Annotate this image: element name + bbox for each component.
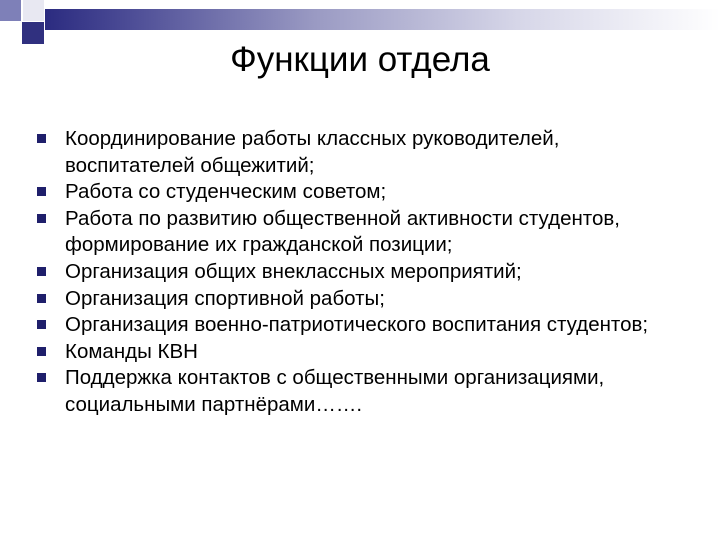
gradient-bar bbox=[45, 9, 720, 30]
square-bullet-icon bbox=[37, 373, 46, 382]
list-item-text: Организация спортивной работы; bbox=[65, 286, 385, 310]
list-item bbox=[37, 339, 677, 366]
square-bullet-icon bbox=[37, 267, 46, 276]
decor-square bbox=[0, 0, 21, 21]
list-item-text: Команды КВН bbox=[65, 339, 198, 363]
list-item bbox=[37, 126, 677, 179]
list-item-text: Работа со студенческим советом; bbox=[65, 180, 387, 204]
list-item-text: Поддержка контактов с общественными организациями, социальными партнёрами……. bbox=[65, 366, 605, 416]
bullet-list bbox=[37, 126, 677, 419]
square-bullet-icon bbox=[37, 294, 46, 303]
square-bullet-icon bbox=[37, 134, 46, 143]
square-bullet-icon bbox=[37, 187, 46, 196]
list-item-text: Координирование работы классных руководителей, воспитателей общежитий; bbox=[65, 127, 560, 177]
square-bullet-icon bbox=[37, 347, 46, 356]
list-item-text: Работа по развитию общественной активности студентов, формирование их гражданской позиции; bbox=[65, 206, 620, 257]
slide-title: Функции отдела bbox=[230, 40, 490, 79]
list-item bbox=[37, 365, 677, 418]
square-bullet-icon bbox=[37, 320, 46, 329]
list-item bbox=[37, 259, 677, 286]
list-item bbox=[37, 312, 677, 339]
square-bullet-icon bbox=[37, 214, 46, 223]
list-item-text: Организация военно-патриотического воспитания студентов; bbox=[65, 313, 649, 337]
list-item-text: Организация общих внеклассных мероприятий; bbox=[65, 259, 522, 283]
list-item bbox=[37, 179, 677, 206]
decor-square bbox=[23, 0, 44, 21]
list-item bbox=[37, 286, 677, 313]
list-item bbox=[37, 206, 677, 259]
